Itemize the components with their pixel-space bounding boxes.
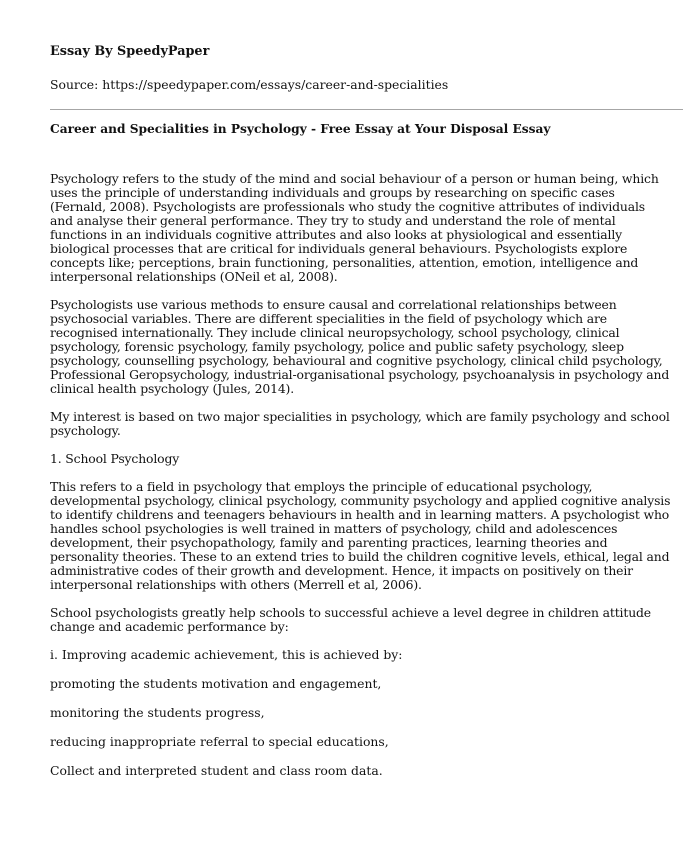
source-line: Source: https://speedypaper.com/essays/career-and-specialities [50, 77, 449, 92]
paragraph-interest: My interest is based on two major specialities in psychology, which are family psychology and school psychology. [50, 409, 670, 438]
list-item: reducing inappropriate referral to special educations, [50, 734, 389, 749]
essay-title: Career and Specialities in Psychology - Free Essay at Your Disposal Essay [50, 122, 551, 136]
list-item: Collect and interpreted student and class room data. [50, 763, 383, 778]
paragraph-school-help: School psychologists greatly help schools to successful achieve a level degree in children attitude change and academic performance by: [50, 605, 651, 634]
essay-body [50, 172, 671, 778]
brand-heading: Essay By SpeedyPaper [50, 44, 210, 59]
paragraph-intro: Psychology refers to the study of the mind and social behaviour of a person or human being, which uses the principle of understanding individuals and groups by researching on specific cases (Fernald, 2008). Psychologists are professionals who study the cognitive attributes of individuals and analyse their general performance. They try to study and understand the role of mental functions in an individuals cognitive attributes and also looks at physiological and essentially biological processes that are critical for individuals general behaviours. Psychologists explore concepts like; perceptions, brain functioning, personalities, attention, emotion, intelligence and interpersonal relationships (ONeil et al, 2008). [50, 171, 659, 284]
list-item: promoting the students motivation and engagement, [50, 676, 382, 691]
list-item: monitoring the students progress, [50, 705, 265, 720]
subheading-academic-achievement: i. Improving academic achievement, this is achieved by: [50, 647, 403, 662]
paragraph-methods: Psychologists use various methods to ensure causal and correlational relationships between psychosocial variables. There are different specialities in the field of psychology which are recognised internationally. They include clinical neuropsychology, school psychology, clinical psychology, forensic psychology, family psychology, police and public safety psychology, sleep psychology, counselling psychology, behavioural and cognitive psychology, clinical child psychology, Professional Geropsychology, industrial-organisational psychology, psychoanalysis in psychology and clinical health psychology (Jules, 2014). [50, 297, 670, 396]
paragraph-school-definition: This refers to a field in psychology that employs the principle of educational psychology, developmental psychology, clinical psychology, community psychology and applied cognitive analysis to identify childrens and teenagers behaviours in health and in learning matters. A psychologist who handles school psychologies is well trained in matters of psychology, child and adolescences development, their psychopathology, family and parenting practices, learning theories and personality theories. These to an extend tries to build the children cognitive levels, ethical, legal and administrative codes of their growth and development. Hence, it impacts on positively on their interpersonal relationships with others (Merrell et al, 2006). [50, 479, 671, 592]
section-heading-school-psychology: 1. School Psychology [50, 451, 180, 466]
header-divider [50, 109, 683, 110]
